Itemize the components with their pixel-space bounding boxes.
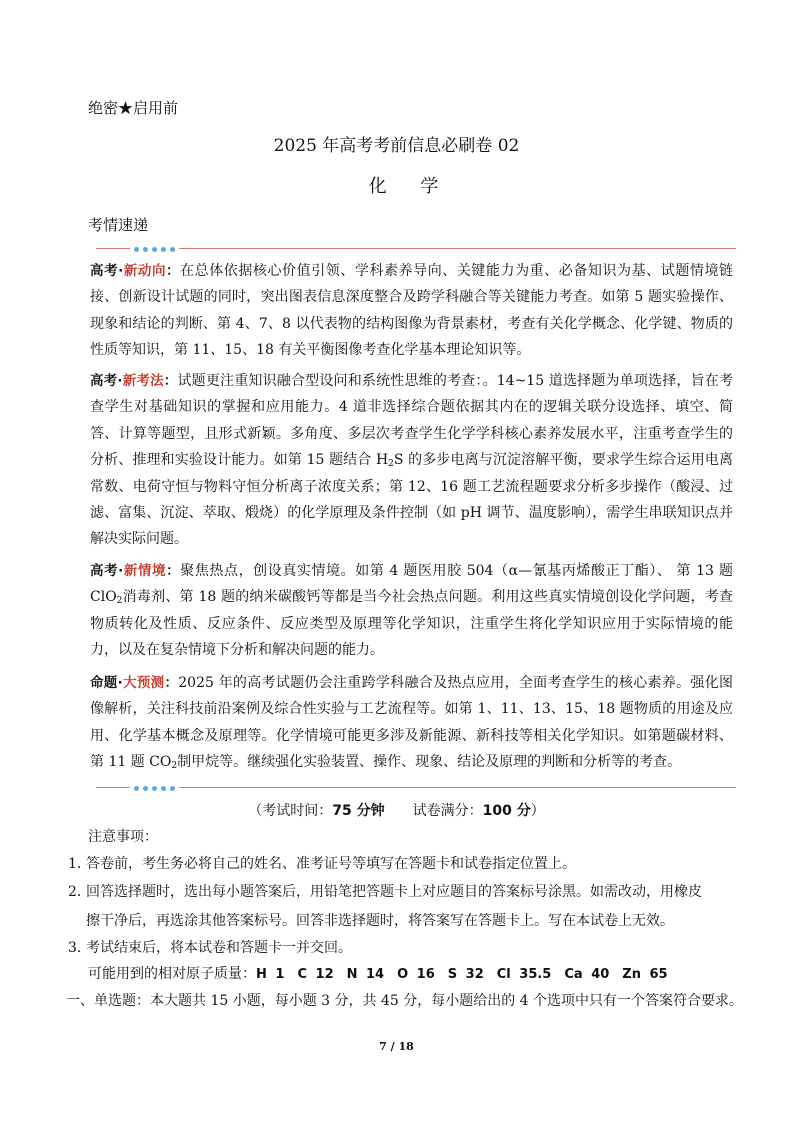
note-item: 3．考试结束后，将本试卷和答题卡一并交回。: [68, 940, 352, 956]
dot-icon: [152, 786, 157, 791]
block-text-cont: 制甲烷等。继续强化实验装置、操作、现象、结论及原理的判断和分析等的考查。: [177, 754, 682, 771]
subscript: 2: [388, 459, 394, 470]
confidential-mark: 绝密★启用前: [88, 99, 179, 117]
atomic-mass-line: 可能用到的相对原子质量：H 1 C 12 N 14 O 16 S 32 Cl 35.5 Ca 40 Zn 65: [88, 966, 668, 982]
exam-title: 2025 年高考考前信息必刷卷 02: [273, 136, 520, 156]
subscript: 2: [171, 761, 178, 772]
divider-dots: [130, 244, 179, 254]
dot-icon: [134, 247, 139, 252]
exam-time-score: （考试时间：75 分钟 试卷满分：100 分）: [248, 803, 545, 819]
block-text: 聚焦热点，创设真实情境。如第 4 题医用胶 504（α—氰基丙烯酸正丁酯）、 第 13 题 ClO: [90, 563, 733, 606]
block-text: 试题更注重知识融合型设问和系统性思维的考查：。14~15 道选择题为单项选择，旨在考查学生对基础知识的掌握和应用能力。4 道非选择综合题依据其内在的逻辑关联分设选择、填空、简答、计算等题型，且形式新颖。多角度、多层次考查学生化学学科核心素养发展水平，注重考查学生的分析、推理和实验设计能力。如第 15 题结合 H: [90, 373, 733, 469]
exam-score: 100 分: [482, 803, 531, 819]
dot-icon: [134, 786, 139, 791]
block-text: 在总体依据核心价值引领、学科素养导向、关键能力为重、必备知识为基、试题情境链接、创新设计试题的同时，突出图表信息深度整合及跨学科融合等关键能力考查。如第 5 题实验操作、现象和结论的判断、第 4、7、8 以代表物的结构图像为背景素材，考查有关化学概念、化学键、物质的性质等知识，第 11、15、18 有关平衡图像考查化学基本理论知识等。: [90, 263, 734, 359]
exam-subject: 化 学: [368, 176, 453, 197]
dot-icon: [161, 247, 166, 252]
block-label: 高考·新动向：: [90, 263, 181, 279]
divider-line: [96, 248, 736, 249]
subscript: 2: [116, 596, 123, 607]
atomic-mass-values: H 1 C 12 N 14 O 16 S 32 Cl 35.5 Ca 40 Zn 65: [256, 967, 668, 982]
exam-time: 75 分钟: [332, 803, 385, 819]
block-label: 命题·大预测：: [90, 675, 179, 691]
divider-line: [96, 787, 736, 788]
section-one-heading: 一、单选题：本大题共 15 小题，每小题 3 分，共 45 分，每小题给出的 4 个选项中只有一个答案符合要求。: [66, 993, 744, 1009]
block-text-cont: S 的多步电离与沉淀溶解平衡，要求学生综合运用电离常数、电荷守恒与物料守恒分析离子浓度关系；第 12、16 题工艺流程题要求分析多步操作（酸浸、过滤、富集、沉淀、萃取、煅烧）的化学原理及条件控制（如 pH 调节、温度影响），需学生串联知识点并解决实际问题。: [90, 452, 734, 548]
dot-icon: [170, 247, 175, 252]
dot-icon: [170, 786, 175, 791]
block-new-context: [90, 558, 733, 664]
bottom-divider: [96, 781, 736, 795]
dot-icon: [143, 786, 148, 791]
block-prediction: [90, 670, 733, 776]
divider-dots: [130, 783, 179, 793]
block-text: 2025 年的高考试题仍会注重跨学科融合及热点应用，全面考查学生的核心素养。强化图像解析，关注科技前沿案例及综合性实验与工艺流程等。如第 1、11、13、15、18 题物质的用途及应用、化学基本概念及原理等。化学情境可能更多涉及新能源、新科技等相关化学知识。如第题碳材料、第 11 题 CO: [90, 675, 734, 771]
notes-title: 注意事项：: [88, 829, 158, 845]
block-text-cont: 消毒剂、第 18 题的纳米碳酸钙等都是当今社会热点问题。利用这些真实情境创设化学问题，考查物质转化及性质、反应条件、反应类型及原理等化学知识，注重学生将化学知识应用于实际情境的能力，以及在复杂情境下分析和解决问题的能力。: [90, 589, 733, 659]
block-new-trend: [90, 258, 733, 364]
block-label: 高考·新情境：: [90, 563, 181, 579]
block-label: 高考·新考法：: [90, 373, 178, 389]
section-title: 考情速递: [88, 216, 149, 234]
note-item: 2．回答选择题时，选出每小题答案后，用铅笔把答题卡上对应题目的答案标号涂黑。如需改动，用橡皮 擦干净后，再选涂其他答案标号。回答非选择题时，将答案写在答题卡上。写在本试卷上无效。: [68, 884, 702, 929]
block-new-method: [90, 368, 733, 553]
dot-icon: [152, 247, 157, 252]
top-divider: [96, 242, 736, 256]
dot-icon: [161, 786, 166, 791]
page-number: 7 / 18: [379, 1040, 414, 1053]
note-item: 1．答卷前，考生务必将自己的姓名、准考证号等填写在答题卡和试卷指定位置上。: [68, 856, 576, 872]
dot-icon: [143, 247, 148, 252]
